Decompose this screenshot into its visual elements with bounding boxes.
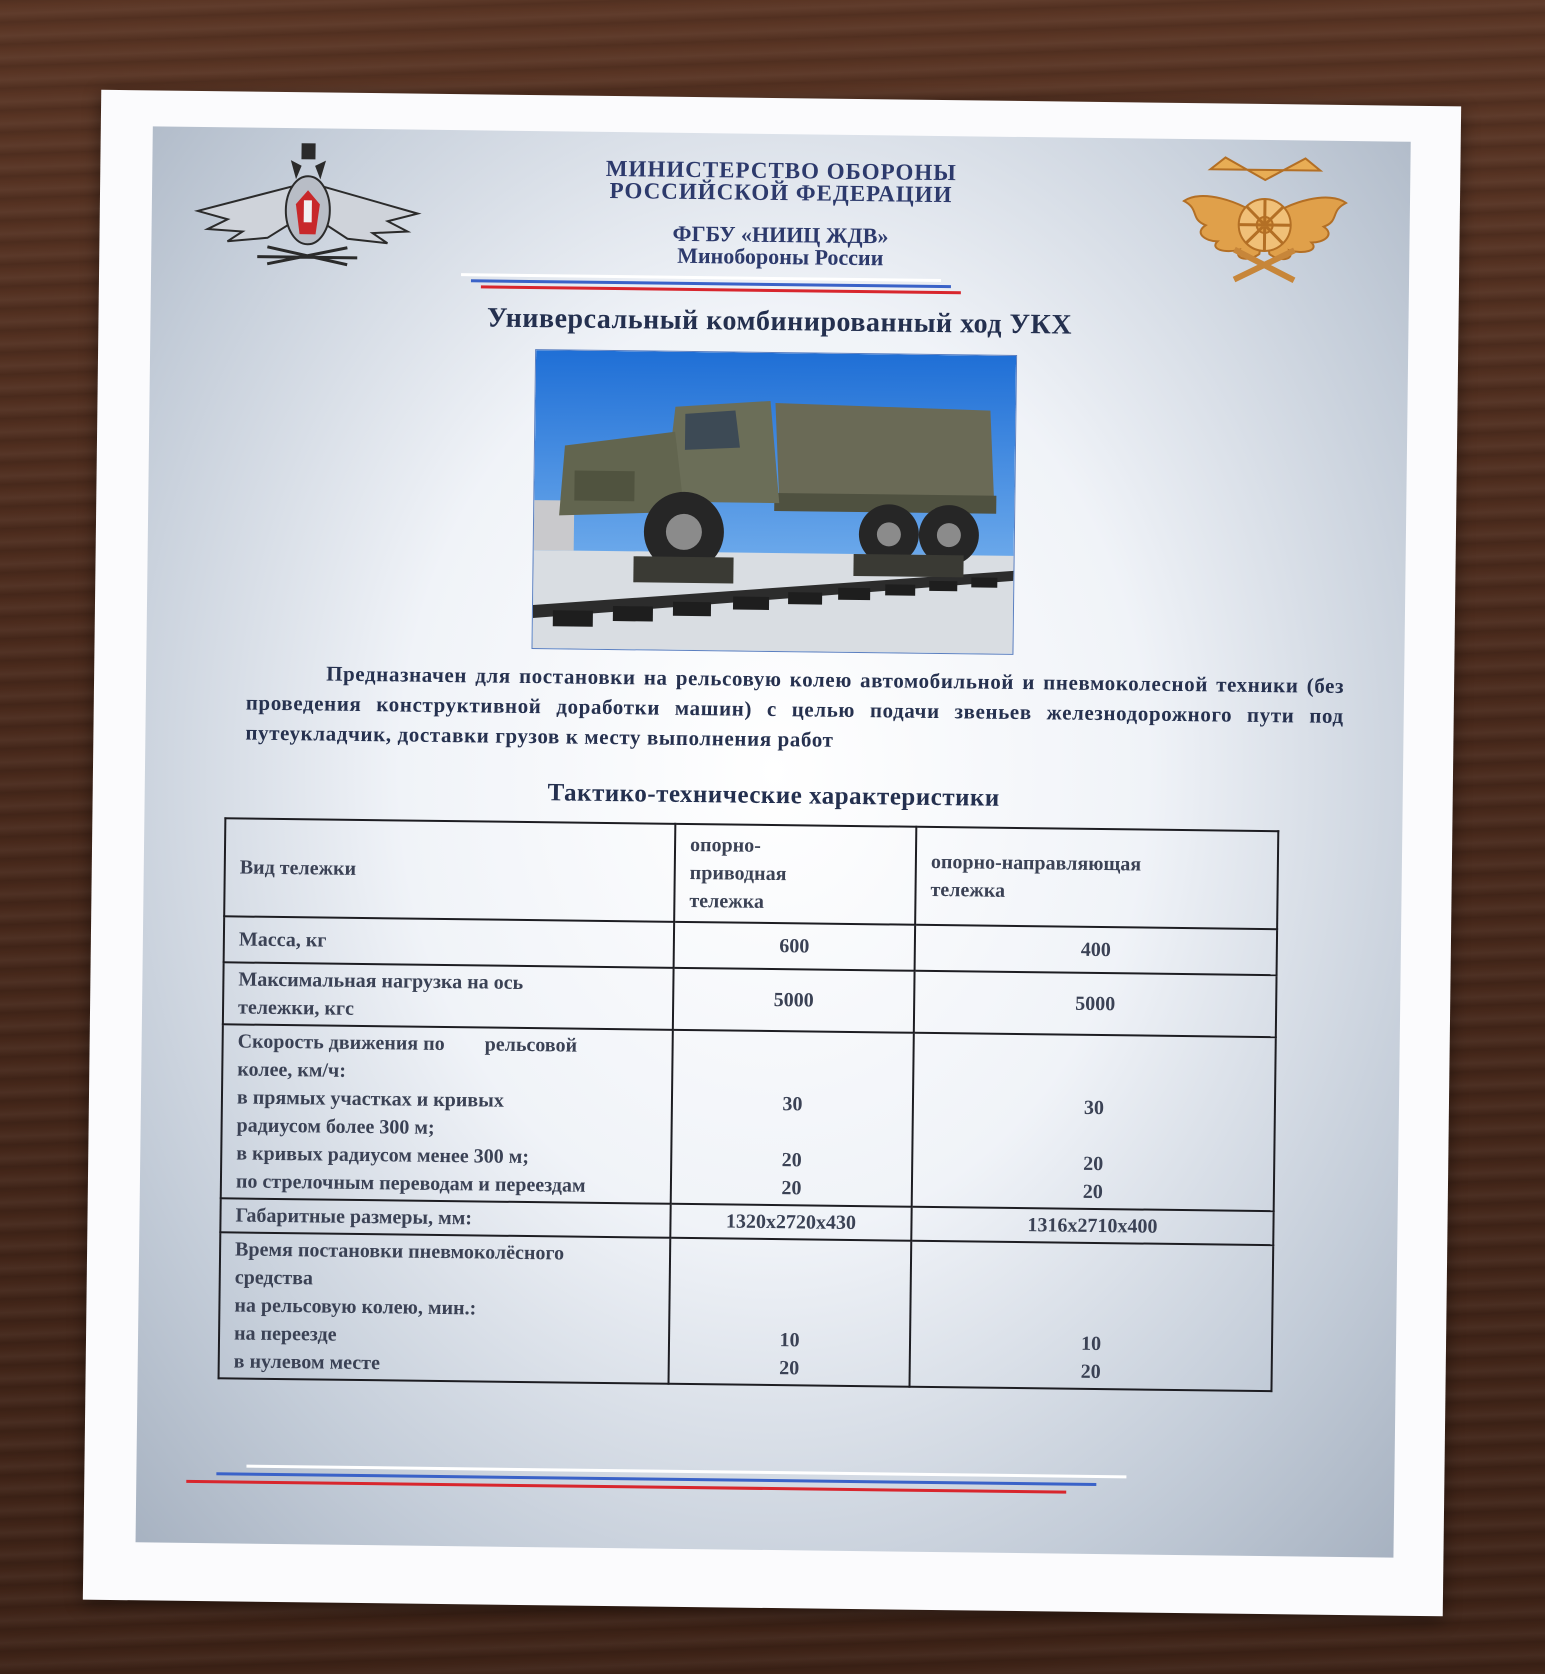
railway-troops-winged-wheel-emblem-icon [1179, 149, 1351, 291]
ministry-line-1: МИНИСТЕРСТВО ОБОРОНЫ [605, 155, 957, 186]
time-label-cell [219, 1232, 671, 1383]
table-row [219, 1232, 1274, 1391]
speed-label-line: колее, км/ч: [237, 1058, 347, 1082]
load-value-col1: 5000 [673, 968, 915, 1033]
speed-value: 20 [781, 1177, 802, 1200]
poster-header [151, 126, 1411, 291]
time-value: 10 [779, 1329, 800, 1352]
speed-value: 30 [782, 1093, 803, 1116]
speed-value [686, 1117, 897, 1148]
speed-values-col2 [912, 1033, 1276, 1211]
header-label-cell: Вид тележки [224, 818, 675, 921]
speed-label-line: по стрелочным переводам и переездам [235, 1170, 586, 1197]
specs-table [218, 817, 1280, 1392]
speed-value [928, 1064, 1260, 1096]
speed-value [928, 1036, 1260, 1068]
time-value [925, 1300, 1257, 1332]
speed-label-cell [221, 1024, 673, 1203]
ministry-line-2: РОССИЙСКОЙ ФЕДЕРАЦИИ [609, 177, 953, 208]
description-paragraph: Предназначен для постановки на рельсовую колею автомобильной и пневмоколесной техники (без проведения конструктивной доработки машин) с целью подачи звеньев железнодорожного пути под путеукладчик, доставки грузов к месту выполнения работ [245, 661, 1345, 752]
mass-value-col1: 600 [674, 922, 916, 971]
specs-title: Тактико-технические характеристики [547, 779, 1000, 812]
load-label-line: Максимальная нагрузка на ось [238, 968, 524, 994]
speed-values-col1 [671, 1030, 914, 1207]
load-value-col2: 5000 [914, 971, 1277, 1037]
speed-label-line: радиусом более 300 м; [236, 1114, 435, 1139]
speed-label-line: Скорость движения по рельсовой [237, 1030, 578, 1057]
table-row [221, 1024, 1276, 1211]
time-values-col1 [669, 1238, 912, 1387]
speed-label-line: в прямых участках и кривых [236, 1086, 504, 1112]
time-value [926, 1244, 1258, 1276]
header-col1-cell [674, 824, 916, 925]
speed-value [687, 1033, 898, 1064]
time-values-col2 [909, 1241, 1273, 1391]
header-col1-line: тележка [689, 889, 765, 913]
mass-label-cell: Масса, кг [224, 916, 675, 967]
time-label-line: на рельсовую колею, мин.: [234, 1294, 477, 1320]
load-label-cell [223, 962, 674, 1029]
poster-sheet [83, 90, 1461, 1617]
mass-value-col2: 400 [915, 925, 1278, 975]
time-value: 20 [779, 1357, 800, 1380]
time-label-line: средства [234, 1266, 314, 1290]
speed-value [927, 1120, 1259, 1152]
dims-value-col1: 1320х2720х430 [670, 1204, 911, 1241]
header-col2-line: тележка [930, 878, 1006, 902]
time-value [926, 1272, 1258, 1304]
speed-value: 20 [1083, 1152, 1104, 1176]
time-value [685, 1269, 896, 1300]
load-label-line: тележки, кгс [237, 996, 355, 1020]
dims-label-cell: Габаритные размеры, мм: [220, 1198, 670, 1237]
table-row [224, 818, 1278, 929]
truck-on-rails-photo [531, 349, 1017, 655]
org-line-2: Минобороны России [677, 242, 884, 271]
poster-panel [136, 126, 1411, 1557]
poster-title: Универсальный комбинированный ход УКХ [486, 302, 1073, 341]
dims-value-col2: 1316х2710х400 [911, 1207, 1273, 1245]
time-value [684, 1297, 895, 1328]
header-col1-line: опорно- [689, 833, 762, 857]
speed-value: 20 [1082, 1180, 1104, 1204]
speed-value [687, 1061, 898, 1092]
org-line-1: ФГБУ «НИИЦ ЖДВ» [672, 220, 889, 249]
header-col2-line: опорно-направляющая [930, 850, 1142, 876]
time-value [685, 1241, 896, 1272]
time-value: 20 [1080, 1360, 1101, 1384]
time-value: 10 [1080, 1332, 1102, 1356]
speed-value: 30 [1083, 1096, 1105, 1120]
speed-label-line: в кривых радиусом менее 300 м; [236, 1142, 530, 1169]
time-label-line: в нулевом месте [233, 1350, 381, 1375]
time-label-line: на переезде [233, 1322, 337, 1346]
time-label-line: Время постановки пневмоколёсного [234, 1238, 565, 1265]
header-col1-line: приводная [689, 861, 787, 886]
header-col2-cell [915, 827, 1278, 929]
speed-value: 20 [781, 1149, 802, 1172]
